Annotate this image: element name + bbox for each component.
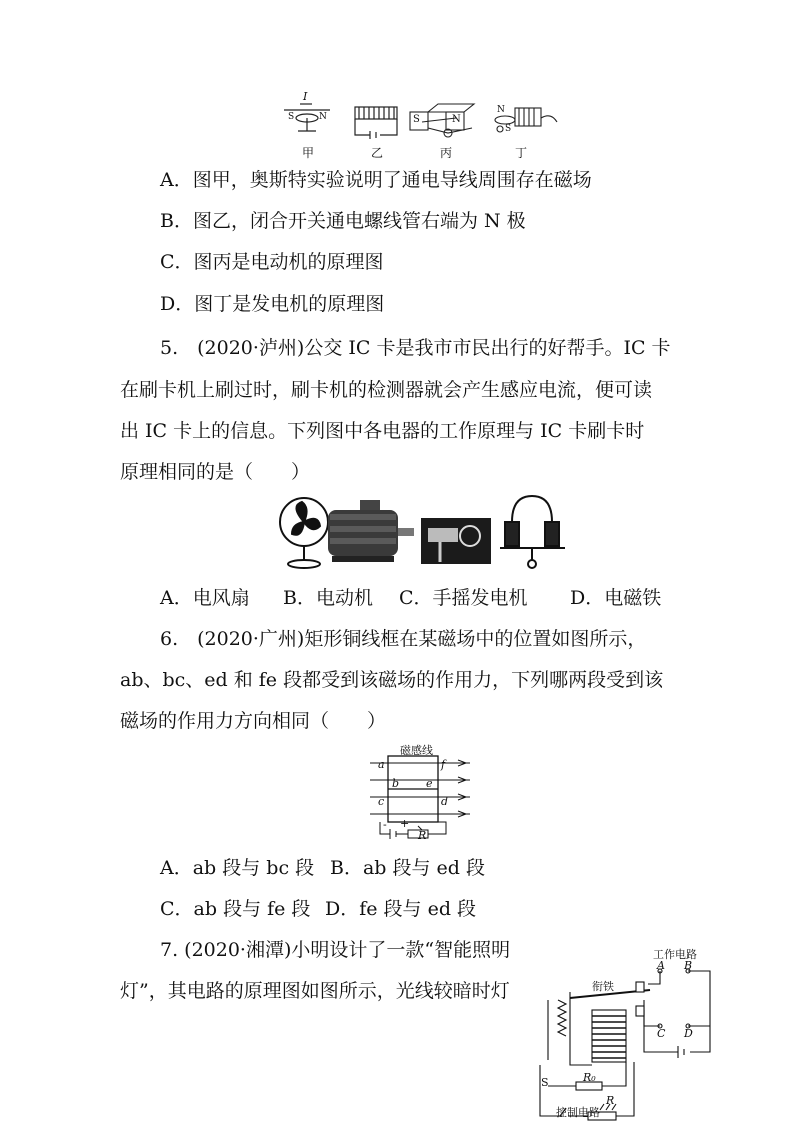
- q5-line-3: 出 IC 卡上的信息。下列图中各电器的工作原理与 IC 卡刷卡时: [120, 420, 645, 442]
- q4-option-c: C．图丙是电动机的原理图: [160, 251, 384, 273]
- electromagnet-image: [500, 496, 565, 568]
- q7-work-circuit: 工作电路: [653, 948, 697, 961]
- q5-line-4: 原理相同的是（ ）: [120, 461, 311, 483]
- q5-option-c: C．手摇发电机: [399, 587, 528, 609]
- caption-jia: 甲: [302, 146, 315, 160]
- q7-armature: 衔铁: [592, 980, 614, 993]
- mark-south: S: [288, 112, 295, 122]
- q7-line-2: 灯”，其电路的原理图如图所示，光线较暗时灯: [120, 980, 510, 1002]
- q5-option-d: D．电磁铁: [570, 587, 662, 609]
- q6-label-c: c: [378, 795, 385, 808]
- mark-current: I: [303, 90, 308, 103]
- q7-line-1: 7. (2020·湘潭)小明设计了一款“智能照明: [160, 939, 511, 961]
- q7-label-r0: R₀: [583, 1071, 596, 1084]
- q6-title: 磁感线: [400, 744, 433, 757]
- q6-option-b: B．ab 段与 ed 段: [330, 857, 485, 879]
- q7-control-circuit: 控制电路: [556, 1106, 600, 1119]
- q6-label-plus: +: [400, 817, 410, 830]
- figure-yi: [355, 107, 397, 139]
- q6-line-2: ab、bc、ed 和 fe 段都受到该磁场的作用力，下列哪两段受到该: [120, 669, 664, 691]
- q6-label-b: b: [392, 777, 400, 790]
- q7-label-s: S: [541, 1076, 549, 1089]
- q6-option-a: A．ab 段与 bc 段: [160, 857, 315, 879]
- q7-figure: [0, 940, 794, 1140]
- q6-option-c: C．ab 段与 fe 段: [160, 898, 311, 920]
- mark-north: N: [319, 112, 327, 122]
- q6-label-f: f: [441, 758, 446, 771]
- fan-image: [280, 498, 328, 568]
- mark-bar-s: S: [413, 114, 420, 125]
- q5-images: [0, 492, 794, 572]
- q6-option-d: D．fe 段与 ed 段: [325, 898, 477, 920]
- caption-ding: 丁: [515, 146, 528, 160]
- q6-label-a: a: [378, 758, 385, 771]
- q7-label-r: R: [606, 1094, 615, 1107]
- q6-label-e: e: [426, 777, 433, 790]
- q5-option-a: A．电风扇: [160, 587, 250, 609]
- q6-label-r: R: [418, 829, 427, 842]
- q7-label-c: C: [657, 1027, 666, 1040]
- hand-generator-image: [421, 518, 491, 564]
- q4-option-a: A．图甲，奥斯特实验说明了通电导线周围存在磁场: [160, 169, 592, 191]
- q6-label-d: d: [441, 795, 449, 808]
- q6-figure: [0, 738, 794, 848]
- caption-bing: 丙: [440, 146, 453, 160]
- q4-option-d: D．图丁是发电机的原理图: [160, 293, 385, 315]
- q5-line-1: 5. (2020·泸州)公交 IC 卡是我市市民出行的好帮手。IC 卡: [160, 337, 671, 359]
- q6-line-1: 6. (2020·广州)矩形铜线框在某磁场中的位置如图所示，: [160, 628, 647, 650]
- mark-gen-s: S: [505, 124, 512, 134]
- q5-line-2: 在刷卡机上刷过时，刷卡机的检测器就会产生感应电流，便可读: [120, 379, 653, 401]
- mark-bar-n: N: [452, 114, 461, 125]
- q7-label-d: D: [684, 1027, 693, 1040]
- q5-option-b: B．电动机: [283, 587, 373, 609]
- mark-gen-n: N: [497, 105, 505, 115]
- caption-yi: 乙: [371, 146, 384, 160]
- motor-image: [328, 500, 414, 562]
- q4-option-b: B．图乙，闭合开关通电螺线管右端为 N 极: [160, 210, 526, 232]
- q4-figure: [0, 0, 794, 160]
- q6-label-minus: -: [383, 818, 387, 831]
- q7-label-a: A: [657, 959, 665, 972]
- q7-label-b: B: [684, 959, 693, 972]
- q6-line-3: 磁场的作用力方向相同（ ）: [120, 710, 387, 732]
